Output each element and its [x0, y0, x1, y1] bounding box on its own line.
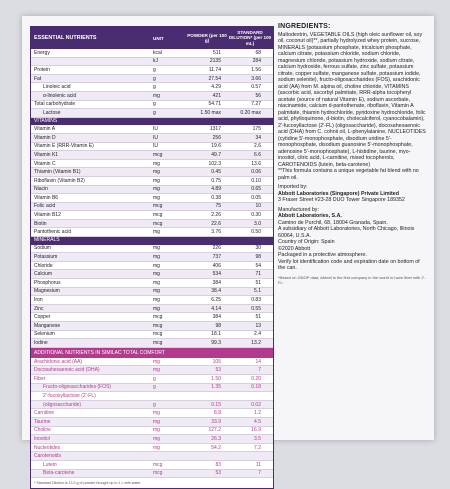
nutrient-unit: mcg	[153, 203, 163, 210]
nutrient-unit: mg	[153, 271, 160, 278]
table-row	[31, 444, 273, 453]
vitamins-section-header: VITAMINS	[31, 118, 273, 126]
nutrient-unit: mg	[153, 262, 160, 269]
table-row	[31, 143, 273, 152]
importer-address: 3 Fraser Street #23-28 DUO Tower Singapore 189352	[278, 197, 405, 203]
table-row	[31, 392, 273, 401]
dilution-value: 0.06	[251, 169, 261, 176]
nutrient-name: Thiamin (Vitamin B1)	[34, 169, 81, 176]
nutrient-name: Pantothenic acid	[34, 229, 71, 236]
dilution-value: 0.83	[251, 297, 261, 304]
nutrient-name: Fiber	[34, 375, 46, 382]
dilution-value: 175	[252, 126, 261, 133]
nutrient-name: Sodium	[34, 245, 51, 252]
table-row	[31, 418, 273, 427]
dilution-value: 7	[258, 367, 261, 374]
powder-value: 98	[215, 322, 221, 329]
powder-value: 99.3	[211, 339, 221, 346]
nutrient-unit: mcg	[153, 151, 163, 158]
table-row	[31, 358, 273, 367]
powder-value: 256	[212, 134, 221, 141]
header-powder: POWDER (per 100 g)	[187, 32, 227, 43]
dilution-value: 11	[255, 461, 261, 468]
powder-value: 75	[215, 203, 221, 210]
nutrient-name: Fructo-oligosaccharides (FOS)	[43, 384, 112, 391]
nutrient-unit: kJ	[153, 58, 158, 65]
nutrient-unit: mg	[153, 305, 160, 312]
powder-value: 26.3	[211, 435, 221, 442]
powder-value: 83	[215, 461, 221, 468]
table-row	[31, 262, 273, 271]
vitamins-section	[31, 125, 273, 237]
powder-value: 0.45	[211, 169, 221, 176]
powder-value: 2.26	[211, 212, 221, 219]
dilution-value: 3.0	[254, 220, 261, 227]
powder-value: 11.74	[208, 66, 221, 73]
importer-block	[278, 184, 428, 204]
powder-value: 0.38	[211, 194, 221, 201]
nutrient-name: Nucleotides	[34, 444, 61, 451]
dilution-value: 16.9	[251, 427, 261, 434]
table-row	[31, 366, 273, 375]
dilution-value: 0.57	[251, 84, 261, 91]
nutrient-name: Chloride	[34, 262, 53, 269]
table-row	[31, 211, 273, 220]
dilution-value: 1.56	[251, 66, 261, 73]
powder-value: 127.2	[208, 427, 221, 434]
powder-value: 38.4	[211, 288, 221, 295]
nutrient-name: Iodine	[34, 339, 48, 346]
nutrient-unit: mg	[153, 254, 160, 261]
powder-value: 226	[212, 245, 221, 252]
powder-value: 49.7	[211, 151, 221, 158]
manufacturer-name: Abbott Laboratories, S.A.	[278, 213, 342, 219]
nutrient-unit: mg	[153, 288, 160, 295]
table-row	[31, 245, 273, 254]
nutrient-name: Iron	[34, 297, 43, 304]
powder-value: 511	[213, 49, 221, 56]
table-row	[31, 101, 273, 110]
dilution-value: 0.05	[251, 194, 261, 201]
nutrient-unit: mg	[153, 297, 160, 304]
dilution-value: 0.10	[251, 177, 261, 184]
nutrient-unit: mcg	[153, 322, 163, 329]
powder-value: 1.50	[211, 375, 221, 382]
nutrient-name: Calcium	[34, 271, 53, 278]
table-header	[31, 27, 273, 49]
minerals-section	[31, 245, 273, 348]
table-row	[31, 322, 273, 331]
dilution-value: 0.18	[251, 384, 261, 391]
nutrient-name: α-linolenic acid	[43, 92, 77, 99]
nutrient-unit: mg	[153, 160, 160, 167]
powder-value: 4.89	[211, 186, 221, 193]
dilution-value: 14	[255, 358, 261, 365]
header-nutrients: ESSENTIAL NUTRIENTS	[34, 35, 97, 41]
powder-value: 54.71	[208, 101, 221, 108]
powder-value: 534	[212, 271, 221, 278]
dilution-value: 13.2	[251, 339, 261, 346]
nutrient-unit: mg	[153, 229, 160, 236]
nutrient-unit: mg	[153, 186, 160, 193]
table-row	[31, 461, 273, 470]
powder-value: 53	[215, 367, 221, 374]
importer-name: Abbott Laboratories (Singapore) Private Limited	[278, 190, 399, 197]
table-row	[31, 331, 273, 340]
table-row	[31, 270, 273, 279]
table-row	[31, 151, 273, 160]
nutrient-name: Protein	[34, 66, 50, 73]
table-row	[31, 194, 273, 203]
dilution-value: 56	[255, 92, 261, 99]
nutrient-name: Linoleic acid	[43, 84, 71, 91]
nutrient-unit: mg	[153, 279, 160, 286]
dilution-value: 0.20	[251, 375, 261, 382]
nutrient-name: Energy	[34, 49, 50, 56]
nutrient-name: Taurine	[34, 418, 51, 425]
nutrient-name: Inositol	[34, 435, 50, 442]
product-label	[22, 16, 434, 486]
dilution-value: 71	[255, 271, 261, 278]
nutrient-name: Manganese	[34, 322, 61, 329]
table-row	[31, 401, 273, 410]
nutrient-name: Carnitine	[34, 410, 55, 417]
table-row	[31, 384, 273, 393]
ingredients-title: INGREDIENTS:	[278, 23, 331, 30]
nutrient-unit: mg	[153, 92, 160, 99]
table-row	[31, 435, 273, 444]
oil-note: **This formula contains a unique vegetable fat blend with no palm oil.	[278, 168, 419, 181]
nutrient-unit: g	[153, 101, 156, 108]
dilution-value: 284	[252, 58, 261, 65]
table-row	[31, 313, 273, 322]
nutrient-name: Magnesium	[34, 288, 60, 295]
powder-value: 1.35	[211, 384, 221, 391]
nutrient-unit: mg	[153, 367, 160, 374]
table-row	[31, 66, 273, 75]
nutrient-name: Selenium	[34, 331, 55, 338]
ingredients-text: Maltodextrin, VEGETABLE OILS (high oleic sunflower oil, soy oil, coconut oil)**, partially hydrolyzed whey protein, sucrose, MINERALS (potassium phosphate, tricalcium phosphate, calcium citrate, potassium chloride, sodium chloride, magnesium chloride, potassium hydroxide, sodium citrate, calcium hydroxide, ferrous sulfate, zinc sulfate, potassium citrate, copper sulfate, manganese sulfate, potassium iodide, sodium selenite), fructo-oligosaccharides (FOS), arachidonic acid (AA) from M. alpina oil, choline chloride, VITAMINS (ascorbic acid, ascorbyl palmitate, RRR-alpha tocopheryl acetate (source of natural Vitamin E), sodium ascorbate, niacinamide, calcium d-pantothenate, riboflavin, Vitamin A palmitate, thiamin hydrochloride, pyridoxine hydrochloride, folic acid, phylloquinone, d-biotin, cholecalciferol, cyanocobalamin), 2'-fucosyllactose (2'-FL) (oligosaccharide), docosahexaenoic acid (DHA) from C. cohnii oil, L-phenylalanine, NUCLEOTIDES (cytidine 5'-monophosphate, disodium uridine 5'-monophosphate, disodium guanosine 5'-monophosphate, adenosine 5'-monophosphate), L-histidine, taurine, myo-inositol, citric acid, L-carnitine, mixed tocopherols, CAROTENOIDS (lutein, beta-carotene)	[278, 31, 426, 168]
dilution-value: 0.20 max	[240, 109, 261, 116]
dilution-value: 0.30	[251, 212, 261, 219]
powder-value: 54.2	[211, 444, 221, 451]
table-row	[31, 427, 273, 436]
powder-value: 406	[212, 262, 221, 269]
powder-value: 22.6	[211, 220, 221, 227]
nutrient-unit: g	[153, 384, 156, 391]
nutrient-unit: g	[153, 401, 156, 408]
dilution-value: 7.27	[251, 101, 261, 108]
nutrient-unit: mcg	[153, 314, 163, 321]
nutrient-name: Vitamin D	[34, 134, 56, 141]
table-row	[31, 305, 273, 314]
nutrient-unit: kcal	[153, 49, 162, 56]
nutrient-unit: mcg	[153, 470, 163, 477]
nutrient-unit: mg	[153, 169, 160, 176]
nutrient-unit: g	[153, 375, 156, 382]
dilution-value: 13.6	[251, 160, 261, 167]
verify-note: Verify lot identification code and expiration date on bottom of the can.	[278, 258, 420, 271]
manufactured-by-label: Manufactured by:	[278, 206, 319, 213]
nutrient-unit: mcg	[153, 212, 163, 219]
dilution-value: 3.5	[254, 435, 261, 442]
nutrient-name: Vitamin B12	[34, 212, 61, 219]
nutrient-name: Phosphorus	[34, 279, 61, 286]
nutrient-unit: mg	[153, 245, 160, 252]
nutrition-table	[30, 26, 274, 489]
nutrient-name: Total carbohydrate	[34, 101, 76, 108]
dilution-value: 54	[255, 262, 261, 269]
nutrient-name: Vitamin A	[34, 126, 56, 133]
table-row	[31, 160, 273, 169]
dilution-value: 0.65	[251, 186, 261, 193]
dilution-value: 68	[255, 49, 261, 56]
powder-value: 0.75	[211, 177, 221, 184]
country-of-origin: Country of Origin: Spain	[278, 239, 335, 245]
table-row	[31, 203, 273, 212]
table-row	[31, 296, 273, 305]
nutrient-unit: mg	[153, 418, 160, 425]
dilution-value: 0.55	[251, 305, 261, 312]
energy-macros-section	[31, 49, 273, 118]
nutrient-unit: mcg	[153, 461, 163, 468]
nutrient-unit: g	[153, 66, 156, 73]
table-row	[31, 75, 273, 84]
powder-value: 8.8	[214, 410, 221, 417]
nutrient-name: Riboflavin (Vitamin B2)	[34, 177, 85, 184]
nutrient-name: Lactose	[43, 109, 61, 116]
table-row	[31, 375, 273, 384]
dilution-value: 4.5	[254, 418, 261, 425]
powder-value: 33.9	[211, 418, 221, 425]
table-row	[31, 253, 273, 262]
nutrient-unit: g	[153, 109, 156, 116]
table-row	[31, 452, 273, 461]
table-row	[31, 83, 273, 92]
nutrient-unit: mg	[153, 194, 160, 201]
manufacturer-address: Camino de Purchil, 68, 18004 Granada, Spain.	[278, 219, 388, 226]
table-row	[31, 125, 273, 134]
table-row	[31, 49, 273, 58]
ingredients-column	[278, 24, 428, 285]
header-dilution: STANDARD DILUTION* (per 100 mL)	[228, 29, 272, 46]
nutrient-name: Vitamin E (RRR-Vitamin E)	[34, 143, 94, 150]
powder-value: 18.1	[211, 331, 221, 338]
table-row	[31, 279, 273, 288]
nutrient-name: Copper	[34, 314, 51, 321]
nutrient-unit: mg	[153, 358, 160, 365]
powder-value: 3.76	[211, 229, 221, 236]
nutrient-unit: mg	[153, 444, 160, 451]
powder-value: 737	[212, 254, 221, 261]
powder-value: 1.50 max	[200, 109, 221, 116]
powder-value: 53	[215, 470, 221, 477]
table-row	[31, 339, 273, 348]
table-row	[31, 220, 273, 229]
table-row	[31, 186, 273, 195]
nutrient-name: Fat	[34, 75, 42, 82]
table-row	[31, 470, 273, 479]
dilution-value: 13	[255, 322, 261, 329]
dilution-value: 10	[255, 203, 261, 210]
subsidiary-text: A subsidiary of Abbott Laboratories, North Chicago, Illinois 60064, U.S.A.	[278, 226, 415, 239]
copyright: ©2020 Abbott	[278, 245, 311, 252]
nutrient-unit: mg	[153, 177, 160, 184]
manufacturer-block	[278, 207, 428, 272]
dilution-value: 3.66	[251, 75, 261, 82]
table-row	[31, 409, 273, 418]
nutrient-unit: mcg	[153, 331, 163, 338]
powder-value: 4.29	[211, 84, 221, 91]
nutrient-name: Niacin	[34, 186, 48, 193]
nutrient-unit: mcg	[153, 339, 163, 346]
powder-value: 1317	[209, 126, 221, 133]
dilution-value: 0.02	[251, 401, 261, 408]
minerals-section-header: MINERALS	[31, 237, 273, 245]
powder-value: 2135	[209, 58, 221, 65]
table-row	[31, 168, 273, 177]
powder-value: 384	[212, 279, 221, 286]
nutrient-name: Choline	[34, 427, 51, 434]
powder-value: 0.15	[211, 401, 221, 408]
nutrient-name: Lutein	[43, 461, 57, 468]
additional-section	[31, 358, 273, 478]
nutrient-name: Arachidonic acid (AA)	[34, 358, 83, 365]
nutrient-unit: mg	[153, 410, 160, 417]
nutrient-unit: g	[153, 84, 156, 91]
nutrient-name: Vitamin K1	[34, 151, 59, 158]
dilution-value: 1.2	[254, 410, 261, 417]
powder-value: 384	[212, 314, 221, 321]
dilution-value: 6.6	[254, 151, 261, 158]
dilution-value: 0.50	[251, 229, 261, 236]
table-row	[31, 288, 273, 297]
nutrient-unit: mg	[153, 427, 160, 434]
imported-by-label: Imported by:	[278, 184, 308, 190]
dilution-value: 51	[255, 314, 261, 321]
dilution-value: 34	[255, 134, 261, 141]
additional-section-header: ADDITIONAL NUTRIENTS IN SIMILAC TOTAL COMFORT	[31, 348, 273, 358]
nutrient-unit: IU	[153, 143, 158, 150]
dilution-footnote: * Standard Dilution is 13.3 g of powder brought up to 1 L with water.	[31, 478, 273, 488]
dilution-value: 5.1	[254, 288, 261, 295]
packaging-note: Packaged in a protective atmosphere.	[278, 252, 367, 258]
table-row	[31, 92, 273, 101]
powder-value: 19.6	[211, 143, 221, 150]
nutrient-unit: mcg	[153, 220, 163, 227]
nutrient-name: Docosahexaenoic acid (DHA)	[34, 367, 100, 374]
powder-value: 27.54	[208, 75, 221, 82]
dilution-value: 30	[255, 245, 261, 252]
powder-value: 4.14	[211, 305, 221, 312]
nutrient-name: Potassium	[34, 254, 58, 261]
powder-value: 6.25	[211, 297, 221, 304]
nutrient-name: Zinc	[34, 305, 44, 312]
dilution-value: 2.6	[254, 143, 261, 150]
header-unit: UNIT	[153, 35, 164, 41]
table-row	[31, 109, 273, 118]
table-row	[31, 177, 273, 186]
nutrient-unit: g	[153, 75, 156, 82]
nutrient-name: Beta-carotene	[43, 470, 75, 477]
nutrient-name: Carotenoids	[34, 453, 61, 460]
powder-value: 105	[212, 358, 221, 365]
nutrient-unit: IU	[153, 134, 158, 141]
dilution-value: 51	[255, 279, 261, 286]
table-row	[31, 228, 273, 237]
nutrient-name: (oligosaccharide)	[43, 401, 82, 408]
nutrient-name: Biotin	[34, 220, 47, 227]
table-row	[31, 134, 273, 143]
nutrient-name: Vitamin C	[34, 160, 56, 167]
fiber-claim-note: *Based on GNOP data, Abbott is the first company in the world to have fiber with 2'-FL.	[278, 274, 426, 285]
dilution-value: 2.4	[254, 331, 261, 338]
powder-value: 102.3	[208, 160, 221, 167]
nutrient-name: Vitamin B6	[34, 194, 59, 201]
powder-value: 421	[212, 92, 221, 99]
table-row	[31, 58, 273, 67]
dilution-value: 7	[258, 470, 261, 477]
nutrient-unit: mg	[153, 435, 160, 442]
nutrient-unit: IU	[153, 126, 158, 133]
dilution-value: 98	[255, 254, 261, 261]
dilution-value: 7.2	[254, 444, 261, 451]
nutrient-name: Folic acid	[34, 203, 56, 210]
nutrient-name: 2'-fucosyllactose (2'-FL)	[43, 392, 96, 399]
